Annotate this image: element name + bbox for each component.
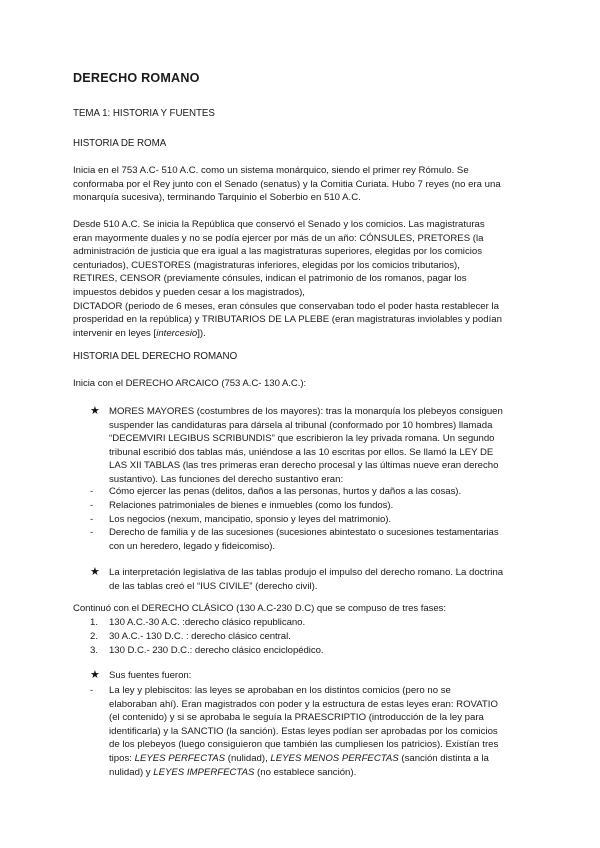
funcion-item: Relaciones patrimoniales de bienes e inmuebles (como los fundos). <box>109 500 394 511</box>
star-bullet-icon: ★ <box>90 669 100 681</box>
tema-heading: TEMA 1: HISTORIA Y FUENTES <box>73 108 215 119</box>
funcion-item: Derecho de familia y de las sucesiones (sucesiones abintestato o sucesiones testamentarias <box>109 527 499 538</box>
text-line: La interpretación legislativa de las tablas produjo el impulso del derecho romano. La doctrina <box>109 567 504 578</box>
text-line: tipos: LEYES PERFECTAS (nulidad), LEYES MENOS PERFECTAS (sanción distinta a la <box>109 752 489 764</box>
text-line: Inicia en el 753 A.C- 510 A.C. como un sistema monárquico, siendo el primer rey Rómulo. Se <box>73 165 469 176</box>
historia-derecho-heading: HISTORIA DEL DERECHO ROMANO <box>73 351 238 362</box>
text-line: “DECEMVIRI LEGIBUS SCRIBUNDIS” que escribieron la ley privada romana. Un segundo <box>109 433 495 445</box>
text-line: Desde 510 A.C. Se inicia la República que conservó el Senado y los comicios. Las magistraturas <box>73 219 485 230</box>
leyes-perfectas-term: LEYES PERFECTAS <box>134 752 226 764</box>
funcion-item-continuation: con un heredero, legado y fideicomiso). <box>109 541 276 552</box>
text-line: tribunal escribió dos tablas más, uniéndose a las 10 escritas por ellos. Se llamó la LEY DE <box>109 446 494 458</box>
list-number: 2. <box>90 631 99 642</box>
text-line: intervenir en leyes [intercesio]). <box>73 327 206 339</box>
intercesio-term: intercesio <box>156 327 198 339</box>
text-line: administración de justicia que era igual a las magistraturas superiores, elegidas por los comicios <box>73 246 482 258</box>
dash-bullet-icon: - <box>90 685 94 696</box>
dash-bullet-icon: - <box>90 514 94 525</box>
leyes-imperfectas-term: LEYES IMPERFECTAS <box>153 766 255 778</box>
dash-bullet-icon: - <box>90 500 94 511</box>
interpretacion-paragraph <box>109 566 503 593</box>
text-line: sustantivo). Las funciones del derecho sustantivo eran: <box>109 473 344 485</box>
text-line: monarquía sucesiva), terminando Tarquinio el Soberbio en 510 A.C. <box>73 192 361 204</box>
text-line: elaboraban ahí). Eran magistrados con poder y la estructura de estas leyes eran: ROVATIO <box>109 698 498 710</box>
text-line: conformaba por el Rey junto con el Senado (senatus) y la Comitia Curiata. Hubo 7 reyes (no era una <box>73 178 501 190</box>
text-line: (el contenido) y si se aprobaba le seguía la PRAESCRIPTIO (introducción de la ley para <box>109 712 484 724</box>
text-line: impuestos debidos y pueden cesar a los magistrados), <box>73 286 305 298</box>
text-line: RETIRES, CENSOR (previamente cónsules, indican el patrimonio de los romanos, pagar los <box>73 273 467 285</box>
mores-mayores-paragraph <box>109 405 503 487</box>
text-line: prosperidad en la república) y TRIBUTARIOS DE LA PLEBE (eran magistraturas inviolables y podían <box>73 314 502 326</box>
list-number: 1. <box>90 617 99 628</box>
text-line: nulidad) y LEYES IMPERFECTAS (no establece sanción). <box>109 766 357 778</box>
fuentes-heading: Sus fuentes fueron: <box>109 670 192 681</box>
funcion-item: Cómo ejercer las penas (delitos, daños a las personas, hurtos y daños a las cosas). <box>109 486 462 497</box>
text-line: eran mayormente duales y no se podía ejercer por más de un año: CÓNSULES, PRETORES (la <box>73 232 484 244</box>
fase-item: 130 D.C.- 230 D.C.: derecho clásico enciclopédico. <box>109 645 324 656</box>
fase-item: 130 A.C.-30 A.C. :derecho clásico republicano. <box>109 617 306 628</box>
text-line: La ley y plebiscitos: las leyes se aprobaban en los distintos comicios (pero no se <box>109 685 451 696</box>
dash-bullet-icon: - <box>90 527 94 538</box>
leyes-paragraph <box>109 684 498 779</box>
text-line: LAS XII TABLAS (las tres primeras eran derecho procesal y las últimas nueve eran derecho <box>109 460 499 472</box>
text-line: de los plebeyos (luego consiguieron que también las cumpliesen los patricios). Existían tres <box>109 739 499 751</box>
dash-bullet-icon: - <box>90 486 94 497</box>
doc-title: DERECHO ROMANO <box>73 71 200 85</box>
text-line: MORES MAYORES (costumbres de los mayores): tras la monarquía los plebeyos consiguen <box>109 406 503 417</box>
text-line: suspender las candidaturas para dársela al tribunal (conformado por 10 hombres) llamada <box>109 419 493 431</box>
fase-item: 30 A.C.- 130 D.C. : derecho clásico central. <box>109 631 291 642</box>
text-line: DICTADOR (periodo de 6 meses, eran cónsules que conservaban todo el poder hasta restablecer la <box>73 300 499 312</box>
leyes-menos-perfectas-term: LEYES MENOS PERFECTAS <box>270 752 399 764</box>
paragraph-republica <box>73 218 502 340</box>
star-bullet-icon: ★ <box>90 405 100 417</box>
text-line: identificarla) y la SANCTIO (la sanción). Estas leyes podían ser aprobadas por los comicios <box>109 725 498 737</box>
derecho-clasico-intro: Continuó con el DERECHO CLÁSICO (130 A.C-230 D.C) que se compuso de tres fases: <box>73 603 447 614</box>
historia-roma-heading: HISTORIA DE ROMA <box>73 138 167 149</box>
funcion-item: Los negocios (nexum, mancipatio, sponsio y leyes del matrimonio). <box>109 514 392 525</box>
paragraph-monarquia <box>73 164 501 205</box>
text-line: de las tablas creó el “IUS CIVILE” (derecho civil). <box>109 580 318 592</box>
list-number: 3. <box>90 645 99 656</box>
star-bullet-icon: ★ <box>90 566 100 578</box>
text-line: centuriados), CUESTORES (magistraturas inferiores, elegidas por los comicios tributarios), <box>73 259 460 271</box>
derecho-arcaico-intro: Inicia con el DERECHO ARCAICO (753 A.C- 130 A.C.): <box>73 378 307 389</box>
